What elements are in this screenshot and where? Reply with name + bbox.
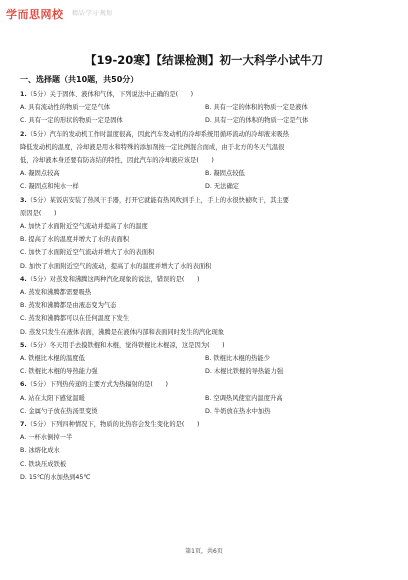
question-text-line-2: 降低发动机的温度，冷却液是用水和特殊的添加剂按一定比例混合而成，由于北方的冬天气温很 bbox=[20, 143, 285, 151]
question-1-options-2 bbox=[20, 114, 390, 127]
document-title: 【19-20寒】【结课检测】初一大科学小试牛刀 bbox=[84, 53, 324, 67]
page-header bbox=[0, 0, 408, 26]
option-b: B. 凝固点较低 bbox=[205, 170, 245, 178]
option-d: D. 15℃的水加热到45℃ bbox=[20, 473, 91, 481]
option-d: D. 牛奶放在热水中加热 bbox=[205, 407, 271, 415]
option-c: C. 铁棍比木棍的导热能力强 bbox=[20, 368, 98, 376]
option-c: C. 金属勺子放在热汤里变烫 bbox=[20, 407, 98, 415]
option-b: B. 提高了水的温度并增大了水的表面积 bbox=[20, 236, 130, 244]
option-a: A. 凝固点较高 bbox=[20, 170, 60, 178]
option-b: B. 蒸发和沸腾都是由液态变为气态 bbox=[20, 302, 117, 310]
question-5-options-2 bbox=[20, 365, 390, 378]
question-5-options bbox=[20, 352, 390, 365]
option-d: D. 蒸发只发生在液体表面，沸腾是在液体内部和表面同时发生的汽化现象 bbox=[20, 328, 225, 336]
question-4 bbox=[20, 273, 390, 286]
option-a: A. 站在太阳下感觉温暖 bbox=[20, 394, 85, 402]
question-6-options bbox=[20, 392, 390, 405]
question-number: 4. bbox=[20, 275, 27, 283]
option-c: C. 凝固点和纯水一样 bbox=[20, 183, 79, 191]
brand-logo: 学而思网校 bbox=[6, 8, 64, 21]
option-a: A. 一杯水倒掉一半 bbox=[20, 434, 73, 442]
option-d: D. 木棍比铁棍的导热能力强 bbox=[205, 368, 284, 376]
option-b: B. 具有一定的体积的物质一定是液体 bbox=[205, 104, 308, 112]
option-a: A. 铁棍比木棍的温度低 bbox=[20, 355, 85, 363]
question-text: （5分）冬天用手去摸铁棍和木棍，觉得铁棍比木棍凉，这是因为( ) bbox=[26, 341, 225, 349]
option-c: C. 铁块压成铁板 bbox=[20, 460, 67, 468]
option-d: D. 具有一定的体积的物质一定是气体 bbox=[205, 117, 309, 125]
option-c: C. 具有一定的形状的物质一定是固体 bbox=[20, 117, 123, 125]
page-footer: 第1页，共6页 bbox=[185, 548, 223, 555]
question-text-line-1: （5分）某饭店安装了热风干手器，打开它就能有热风吹到手上，手上的水很快被吹干，其主要 bbox=[26, 196, 289, 204]
question-text: （5分）关于固体、液体和气体，下列说法中正确的是( ) bbox=[26, 91, 194, 98]
option-b: B. 冰熔化成水 bbox=[20, 447, 60, 455]
question-2-options bbox=[20, 167, 390, 180]
option-d: D. 无法确定 bbox=[205, 183, 240, 191]
section-heading: 一、选择题（共10题，共50分） bbox=[20, 75, 139, 84]
question-2 bbox=[20, 128, 390, 141]
question-1-options bbox=[20, 101, 390, 114]
question-3 bbox=[20, 194, 390, 207]
question-text: （5分）对蒸发和沸腾这两种汽化现象的说法，错误的是( ) bbox=[26, 275, 200, 283]
question-number: 2. bbox=[20, 130, 27, 138]
question-number: 6. bbox=[20, 381, 27, 389]
option-c: C. 加快了水面附近空气流动并增大了水的表面积 bbox=[20, 249, 155, 257]
question-number: 3. bbox=[20, 196, 27, 204]
option-a: A. 加快了水面附近空气流动并提高了水的温度 bbox=[20, 223, 148, 231]
question-7 bbox=[20, 418, 390, 431]
question-6 bbox=[20, 378, 390, 391]
brand-tagline: 精品·学习·规划 bbox=[72, 10, 112, 17]
question-text: （5分）下列热传递的主要方式为热辐射的是( ) bbox=[26, 381, 168, 389]
question-5 bbox=[20, 339, 390, 352]
option-b: B. 空调热风使室内温度升高 bbox=[205, 394, 283, 402]
question-text: （5分）下列四种情况下，物质的比热容会发生变化的是( ) bbox=[26, 421, 200, 429]
question-number: 5. bbox=[20, 341, 27, 349]
question-text-line-2: 原因是( ) bbox=[20, 209, 57, 217]
question-number: 7. bbox=[20, 421, 27, 429]
option-a: A. 具有流动性的物质一定是气体 bbox=[20, 104, 111, 112]
question-list bbox=[20, 88, 390, 484]
option-b: B. 铁棍比木棍的热能少 bbox=[205, 355, 270, 363]
question-1 bbox=[20, 88, 390, 101]
option-a: A. 蒸发和沸腾都需要吸热 bbox=[20, 289, 92, 297]
option-c: C. 蒸发和沸腾都可以在任何温度下发生 bbox=[20, 315, 130, 323]
question-text-line-3: 低，冷却液本身还要有防冻结的特性，因此汽车的冷却液应该是( ) bbox=[20, 157, 214, 165]
option-d: D. 加快了水面附近空气的流动，提高了水的温度并增大了水的表面积 bbox=[20, 262, 212, 270]
question-number: 1. bbox=[20, 91, 27, 98]
question-text-line-1: （5分）汽车的发动机工作时温度很高，因此汽车发动机的冷却系统用循环流动的冷却液来吸热 bbox=[26, 130, 289, 138]
question-2-options-2 bbox=[20, 180, 390, 193]
question-6-options-2 bbox=[20, 405, 390, 418]
